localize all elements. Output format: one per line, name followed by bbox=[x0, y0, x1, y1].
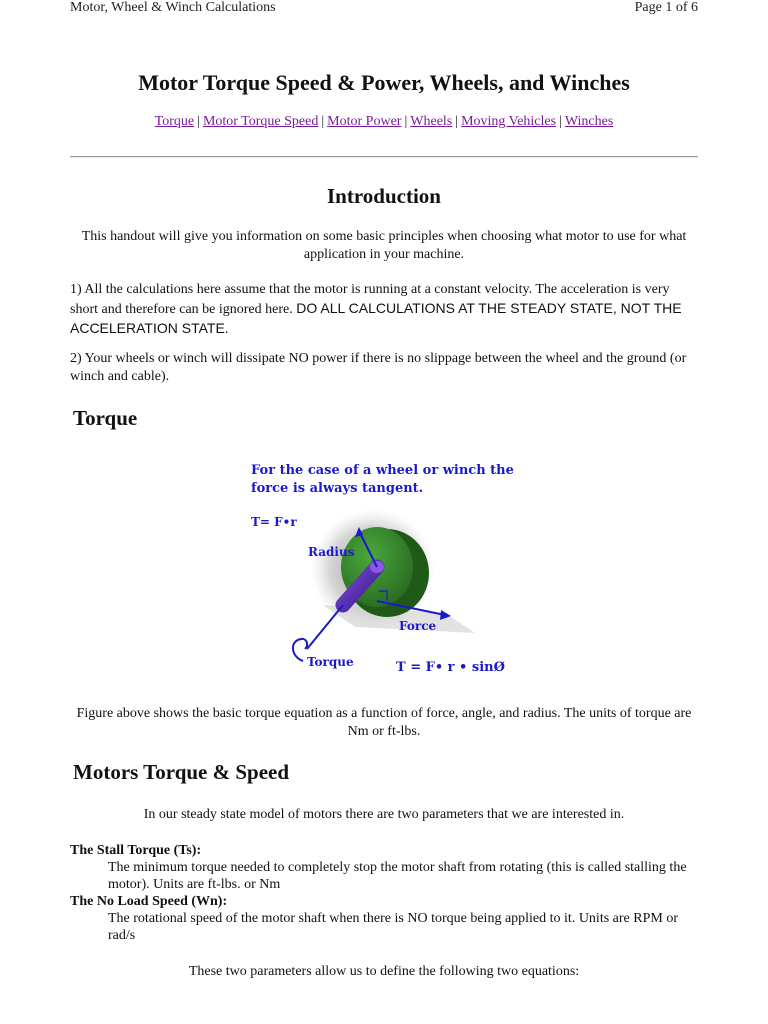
nav-separator: | bbox=[559, 114, 562, 129]
torque-heading: Torque bbox=[73, 406, 138, 430]
assumption-paragraph-1 bbox=[70, 281, 698, 339]
label-radius: Radius bbox=[308, 545, 355, 559]
equation-full: T = F• r • sinØ bbox=[396, 660, 505, 675]
equation-simple: T= F•r bbox=[251, 515, 297, 529]
nav-link-wheels[interactable]: Wheels bbox=[410, 114, 453, 129]
motors-intro: In our steady state model of motors there are two parameters that we are interested in. bbox=[143, 807, 625, 822]
torque-axis-arrow bbox=[307, 605, 343, 649]
figure-description: Figure above shows the basic torque equation as a function of force, angle, and radius. The units of torque are Nm or ft-lbs. bbox=[76, 706, 692, 739]
nav-separator: | bbox=[404, 114, 408, 129]
figure-caption-line-2: force is always tangent. bbox=[251, 481, 424, 496]
motors-heading: Motors Torque & Speed bbox=[73, 760, 290, 784]
no-load-speed-term: The No Load Speed (Wn): bbox=[70, 894, 228, 909]
horizontal-divider bbox=[70, 156, 698, 158]
stall-torque-definition: The minimum torque needed to completely stop the motor shaft from rotating (this is called stalling the motor). Units are ft-lbs. or Nm bbox=[108, 860, 687, 892]
assumption-paragraph-2: 2) Your wheels or winch will dissipate NO power if there is no slippage between the wheel and the ground (or winch and cable). bbox=[70, 351, 687, 384]
nav-separator: | bbox=[321, 114, 325, 129]
label-torque: Torque bbox=[307, 655, 354, 669]
nav-link-winches[interactable]: Winches bbox=[564, 114, 614, 129]
stall-torque-term: The Stall Torque (Ts): bbox=[70, 843, 202, 858]
nav-separator: | bbox=[455, 114, 459, 129]
intro-paragraph: This handout will give you information on some basic principles when choosing what motor to use for what application in your machine. bbox=[81, 229, 687, 262]
torque-rotation-arrow bbox=[293, 639, 307, 661]
assumption-1-text: 1) All the calculations here assume that the motor is running at a constant velocity. The acceleration is very short and therefore can be ignored here. bbox=[70, 282, 670, 317]
header-doc-title: Motor, Wheel & Winch Calculations bbox=[70, 0, 276, 15]
nav-separator: | bbox=[197, 114, 200, 129]
page-header bbox=[70, 0, 698, 18]
figure-caption-line-1: For the case of a wheel or winch the bbox=[251, 463, 514, 478]
nav-link-moving-vehicles[interactable]: Moving Vehicles bbox=[461, 114, 557, 129]
intro-heading: Introduction bbox=[327, 184, 441, 208]
section-nav bbox=[0, 114, 768, 130]
assumption-1-emphasis: DO ALL CALCULATIONS AT THE STEADY STATE, NOT THE ACCELERATION STATE. bbox=[70, 300, 682, 336]
equations-lead-in: These two parameters allow us to define the following two equations: bbox=[188, 964, 580, 979]
nav-link-torque[interactable]: Torque bbox=[154, 114, 195, 129]
no-load-speed-definition: The rotational speed of the motor shaft when there is NO torque being applied to it. Units are RPM or rad/s bbox=[108, 911, 678, 943]
page-title: Motor Torque Speed & Power, Wheels, and Winches bbox=[138, 70, 630, 95]
nav-link-motor-torque-speed[interactable]: Motor Torque Speed bbox=[202, 114, 319, 129]
header-page-number: Page 1 of 6 bbox=[634, 0, 698, 15]
torque-diagram bbox=[245, 455, 530, 685]
label-force: Force bbox=[399, 619, 437, 633]
nav-link-motor-power[interactable]: Motor Power bbox=[327, 114, 402, 129]
